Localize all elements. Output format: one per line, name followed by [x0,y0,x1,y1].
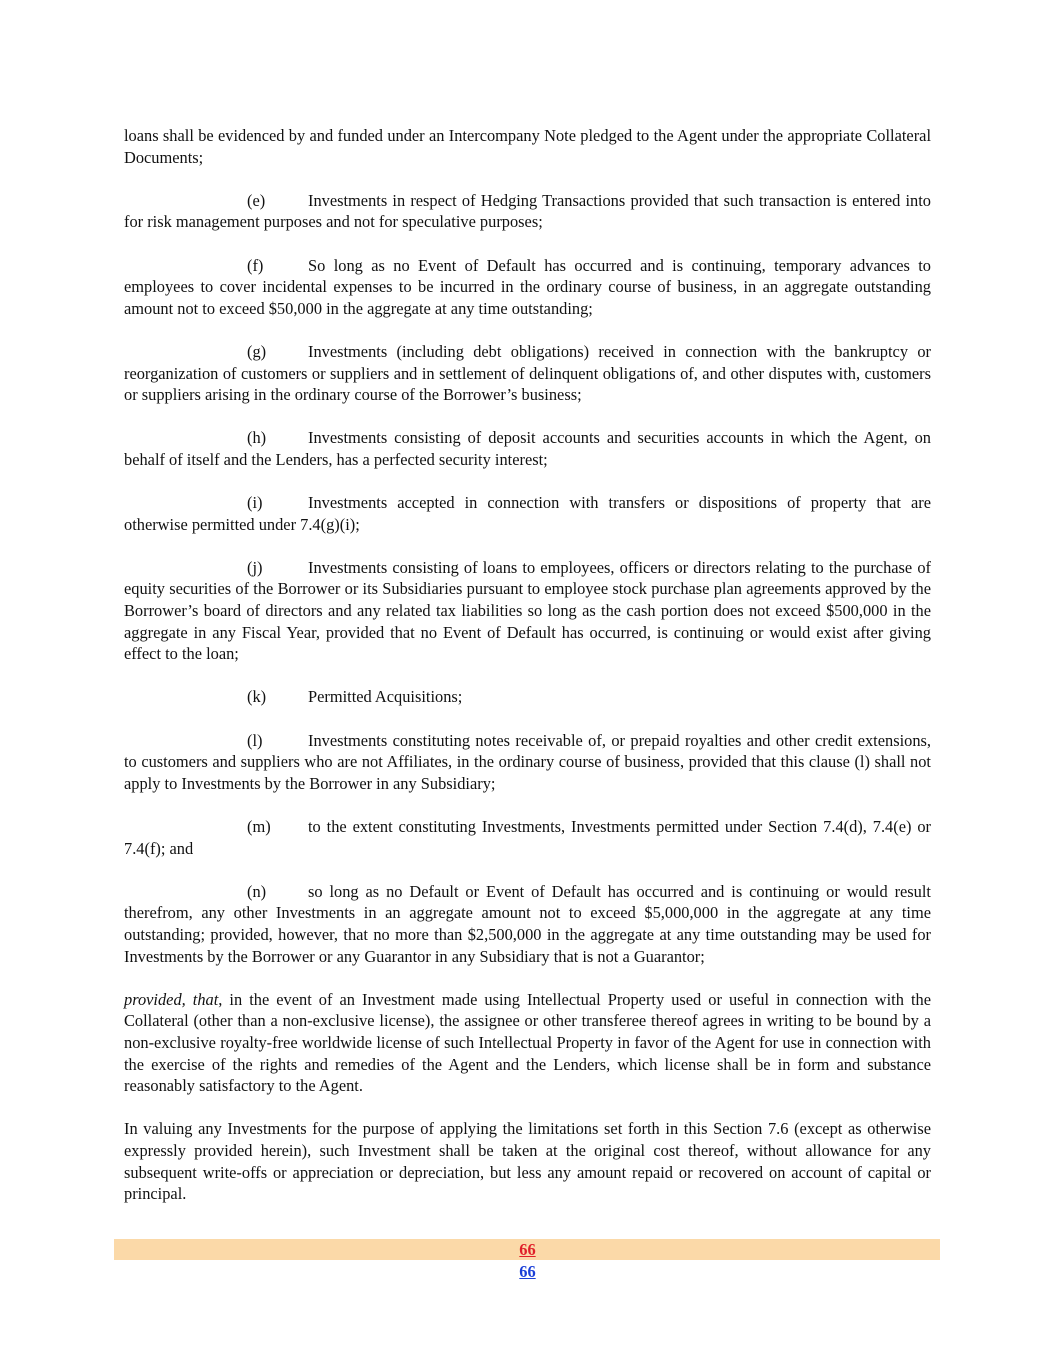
clause-text: so long as no Default or Event of Default has occurred and is continuing or would result therefrom, any other Investments in an aggregate amount not to exceed $5,000,000 in the aggregate at any time outstanding; provided, however, that no more than $2,500,000 in the aggregate at any time outstanding may be used for Investments by the Borrower or any Guarantor in any Subsidiary that is not a Guarantor; [124,881,931,966]
clause-label: (k) [247,687,267,707]
lead-paragraph: loans shall be evidenced by and funded under an Intercompany Note pledged to the Agent under the appropriate Collateral Documents; [124,126,931,167]
clause-text: Permitted Acquisitions; [308,687,463,707]
clause-label: (h) [247,428,267,448]
clause-f [124,255,931,320]
proviso-paragraph [124,989,931,1097]
proviso-text: , in the event of an Investment made using Intellectual Property used or useful in connection with the Collateral (other than a non-exclusive license), the assignee or other transferee thereof agrees in writing to be bound by a non-exclusive royalty-free worldwide license of such Intellectual Property in favor of the Agent for use in connection with the exercise of the rights and remedies of the Agent and the Lenders, which license shall be in form and substance reasonably satisfactory to the Agent. [124,989,931,1096]
clause-m [124,816,931,859]
document-body [124,125,931,1226]
clause-text: Investments (including debt obligations) received in connection with the bankruptcy or reorganization of customers or suppliers and in settlement of delinquent obligations of, and other disputes with, customers or suppliers arising in the ordinary course of the Borrower’s business; [124,341,931,405]
closing-paragraph: In valuing any Investments for the purpose of applying the limitations set forth in this Section 7.6 (except as otherwise expressly provided herein), such Investment shall be taken at the original cost thereof, without allowance for any subsequent write-offs or appreciation or depreciation, but less any amount repaid or recovered on account of capital or principal. [124,1119,931,1204]
clause-k [124,686,931,708]
clause-label: (e) [247,190,266,210]
page-number-link[interactable]: 66 [519,1262,536,1281]
clause-text: Investments accepted in connection with transfers or dispositions of property that are otherwise permitted under 7.4(g)(i); [124,493,931,534]
clause-text: Investments in respect of Hedging Transactions provided that such transaction is entered into for risk management purposes and not for speculative purposes; [124,190,931,232]
clause-label: (i) [247,493,263,513]
clause-g [124,341,931,406]
clause-text: So long as no Event of Default has occurred and is continuing, temporary advances to employees to cover incidental expenses to be incurred in the ordinary course of business, in an aggregate outstanding amount not to exceed $50,000 in the aggregate at any time outstanding; [124,255,931,318]
clause-e [124,190,931,233]
page-number-red: 66 [519,1240,536,1259]
clause-label: (f) [247,255,264,275]
clause-h [124,427,931,470]
clause-j [124,557,931,665]
clause-label: (m) [247,817,271,836]
clause-text: to the extent constituting Investments, Investments permitted under Section 7.4(d), 7.4(e) or 7.4(f); and [124,817,931,858]
proviso-italic: provided, that [124,989,219,1009]
clause-label: (j) [247,557,263,577]
clause-label: (g) [247,341,267,361]
clause-n [124,881,931,967]
clause-text: Investments constituting notes receivable of, or prepaid royalties and other credit extensions, to customers and suppliers who are not Affiliates, in the ordinary course of business, provided that this clause (l) shall not apply to Investments by the Borrower in any Subsidiary; [124,730,931,793]
clause-label: (n) [247,881,267,901]
clause-text: Investments consisting of deposit accounts and securities accounts in which the Agent, on behalf of itself and the Lenders, has a perfected security interest; [124,428,931,469]
clause-l [124,730,931,795]
clause-label: (l) [247,730,263,750]
clause-text: Investments consisting of loans to employees, officers or directors relating to the purchase of equity securities of the Borrower or its Subsidiaries pursuant to employee stock purchase plan agreements approved by the Borrower’s board of directors and any related tax liabilities so long as the cash portion does not exceed $500,000 in the aggregate in any Fiscal Year, provided that no Event of Default has occurred, is continuing or would exist after giving effect to the loan; [124,557,931,664]
clause-i [124,492,931,535]
